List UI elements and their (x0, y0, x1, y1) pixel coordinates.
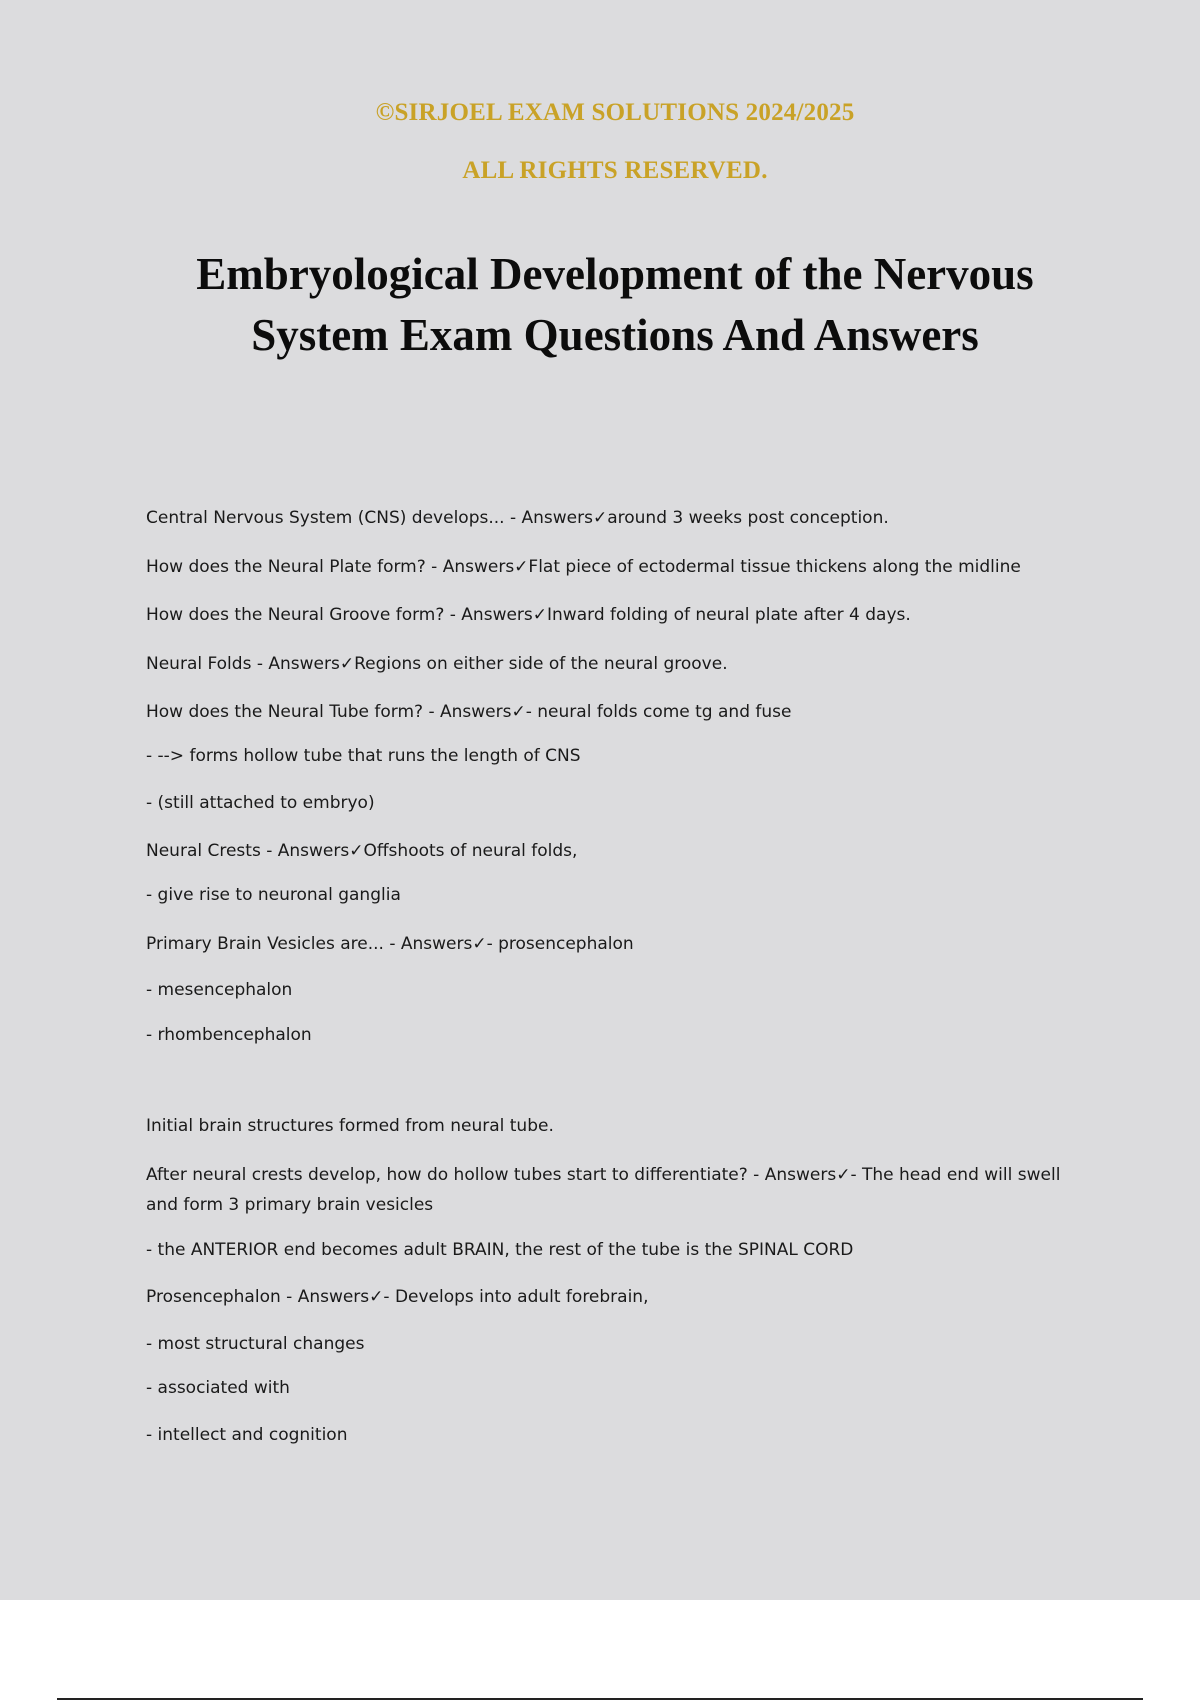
copyright-watermark: ©SIRJOEL EXAM SOLUTIONS 2024/2025 (375, 99, 855, 126)
qa-line: How does the Neural Plate form? - Answers✓Flat piece of ectodermal tissue thickens along the midline (146, 557, 1021, 577)
qa-line: Initial brain structures formed from neural tube. (146, 1116, 554, 1136)
qa-line: Prosencephalon - Answers✓- Develops into adult forebrain, (146, 1287, 649, 1307)
qa-line: - rhombencephalon (146, 1025, 312, 1045)
qa-line: Central Nervous System (CNS) develops... - Answers✓around 3 weeks post conception. (146, 508, 889, 528)
qa-line: - associated with (146, 1378, 290, 1398)
qa-line: - most structural changes (146, 1334, 365, 1354)
qa-line: - give rise to neuronal ganglia (146, 885, 401, 905)
qa-line: How does the Neural Groove form? - Answers✓Inward folding of neural plate after 4 days. (146, 605, 911, 625)
qa-line: How does the Neural Tube form? - Answers✓- neural folds come tg and fuse (146, 702, 792, 722)
title-line-1: Embryological Development of the Nervous (196, 249, 1034, 299)
qa-line: - the ANTERIOR end becomes adult BRAIN, the rest of the tube is the SPINAL CORD (146, 1240, 854, 1260)
qa-line: Primary Brain Vesicles are... - Answers✓- prosencephalon (146, 934, 634, 954)
qa-line: - intellect and cognition (146, 1425, 348, 1445)
qa-line: Neural Folds - Answers✓Regions on either side of the neural groove. (146, 654, 728, 674)
title-line-2: System Exam Questions And Answers (251, 310, 979, 360)
qa-line: After neural crests develop, how do hollow tubes start to differentiate? - Answers✓- The head end will swell and form 3 primary brain vesicles (146, 1165, 1061, 1215)
qa-line: - --> forms hollow tube that runs the length of CNS (146, 746, 581, 766)
document-title (115, 244, 1115, 366)
rights-reserved-watermark: ALL RIGHTS RESERVED. (462, 157, 768, 184)
qa-line: Neural Crests - Answers✓Offshoots of neural folds, (146, 841, 578, 861)
qa-line: - (still attached to embryo) (146, 793, 375, 813)
qa-line: - mesencephalon (146, 980, 293, 1000)
